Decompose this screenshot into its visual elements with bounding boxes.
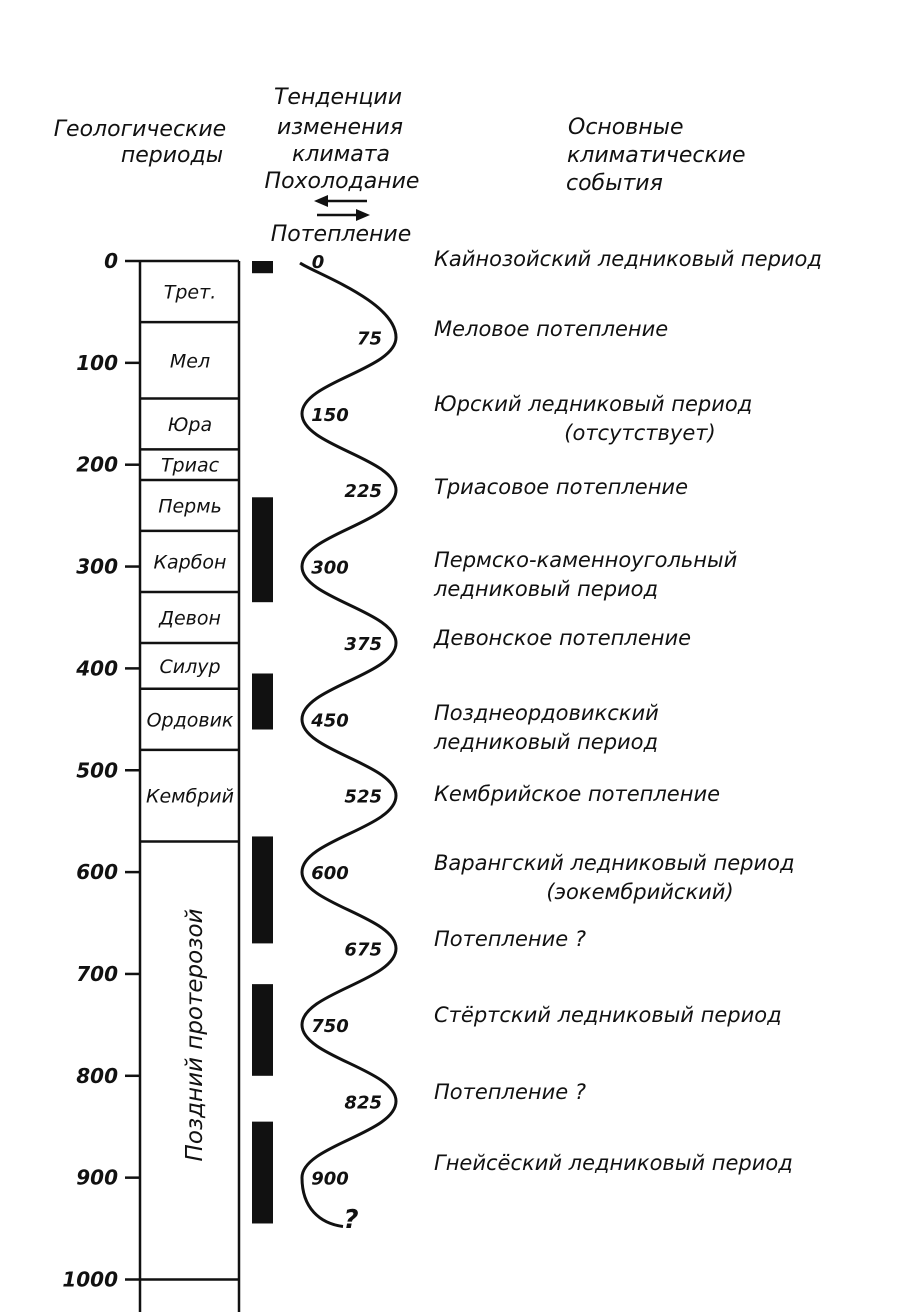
climatic-event-text: Гнейсёский ледниковый период — [434, 1151, 793, 1175]
period-label: Карбон — [153, 551, 227, 574]
warming-arrow-icon — [317, 209, 370, 221]
period-label: Пермь — [158, 495, 222, 518]
axis-tick-label: 500 — [76, 758, 118, 783]
wave-label: 0 — [311, 252, 325, 273]
glacial-bar — [252, 261, 273, 273]
wave-label: ? — [343, 1205, 359, 1235]
period-label: Ордовик — [146, 709, 234, 732]
period-label: Девон — [159, 607, 221, 630]
axis-tick-label: 200 — [76, 452, 118, 477]
trends-header — [265, 85, 420, 247]
time-axis — [62, 249, 140, 1292]
climatic-events — [433, 247, 822, 1175]
axis-tick-label: 900 — [76, 1165, 118, 1190]
climatic-event-text: Меловое потепление — [434, 317, 669, 341]
glacial-bars — [252, 261, 273, 1223]
climatic-event-text: Пермско-каменноугольный — [434, 548, 738, 572]
climate-wave — [300, 252, 396, 1235]
periods-header-line-2: периоды — [120, 143, 224, 168]
wave-label: 900 — [311, 1168, 349, 1190]
axis-tick-label: 600 — [76, 860, 118, 885]
wave-label: 75 — [356, 328, 382, 350]
climatic-event-text: Триасовое потепление — [434, 475, 688, 499]
period-label: Триас — [160, 454, 220, 477]
climatic-event-text: Потепление ? — [434, 1080, 586, 1104]
climatic-event-text: (эокембрийский) — [546, 880, 734, 904]
axis-tick-label: 1000 — [62, 1267, 118, 1292]
trends-header-line-3: климата — [291, 142, 391, 167]
glacial-bar — [252, 836, 273, 943]
climatic-event-text: Кембрийское потепление — [434, 782, 721, 806]
events-header-line-2: климатические — [567, 143, 746, 168]
glacial-bar — [252, 673, 273, 729]
trends-header-cooling-label: Похолодание — [264, 169, 420, 194]
period-label: Трет. — [163, 281, 217, 304]
period-column — [140, 261, 239, 1312]
events-header-line-3: события — [566, 171, 663, 196]
axis-tick-label: 800 — [76, 1063, 118, 1088]
events-header — [566, 115, 746, 196]
trends-header-line-2: изменения — [277, 115, 403, 140]
wave-label: 525 — [344, 786, 382, 808]
climatic-event-text: ледниковый период — [434, 730, 659, 754]
climatic-event-text: Позднеордовикский — [434, 701, 659, 725]
period-label: Юра — [167, 413, 213, 436]
wave-label: 825 — [344, 1092, 382, 1114]
climatic-event-text: (отсутствует) — [564, 421, 716, 445]
wave-label: 600 — [311, 863, 349, 885]
glacial-bar — [252, 1122, 273, 1224]
axis-tick-label: 700 — [76, 961, 118, 986]
periods-header-line-1: Геологические — [53, 117, 227, 142]
periods-header — [54, 117, 226, 168]
wave-label: 300 — [311, 557, 349, 579]
climatic-event-text: Варангский ледниковый период — [434, 851, 795, 875]
climatic-event-text: Стёртский ледниковый период — [434, 1003, 782, 1027]
wave-label: 375 — [344, 633, 382, 655]
period-label: Поздний протерозой — [182, 908, 208, 1162]
axis-tick-label: 300 — [76, 554, 118, 579]
glacial-bar — [252, 497, 273, 602]
wave-label: 750 — [311, 1015, 349, 1037]
glacial-bar — [252, 984, 273, 1076]
climatic-event-text: Потепление ? — [434, 927, 586, 951]
wave-label: 225 — [344, 481, 382, 503]
climatic-event-text: Девонское потепление — [434, 626, 692, 650]
axis-tick-label: 100 — [76, 350, 118, 375]
climatic-event-text: Юрский ледниковый период — [434, 392, 753, 416]
period-label: Кембрий — [146, 785, 234, 808]
period-label: Силур — [159, 655, 221, 678]
axis-tick-label: 0 — [104, 249, 118, 273]
climatic-event-text: ледниковый период — [434, 577, 659, 601]
cooling-arrow-icon — [314, 195, 367, 207]
axis-tick-label: 400 — [76, 656, 118, 681]
wave-label: 150 — [311, 404, 349, 426]
period-label: Мел — [169, 350, 211, 373]
wave-label: 450 — [311, 710, 349, 732]
trends-header-line-1: Тенденции — [273, 85, 403, 110]
wave-label: 675 — [344, 939, 382, 961]
events-header-line-1: Основные — [568, 115, 684, 140]
trends-header-warming-label: Потепление — [270, 222, 412, 247]
climatic-event-text: Кайнозойский ледниковый период — [434, 247, 822, 271]
